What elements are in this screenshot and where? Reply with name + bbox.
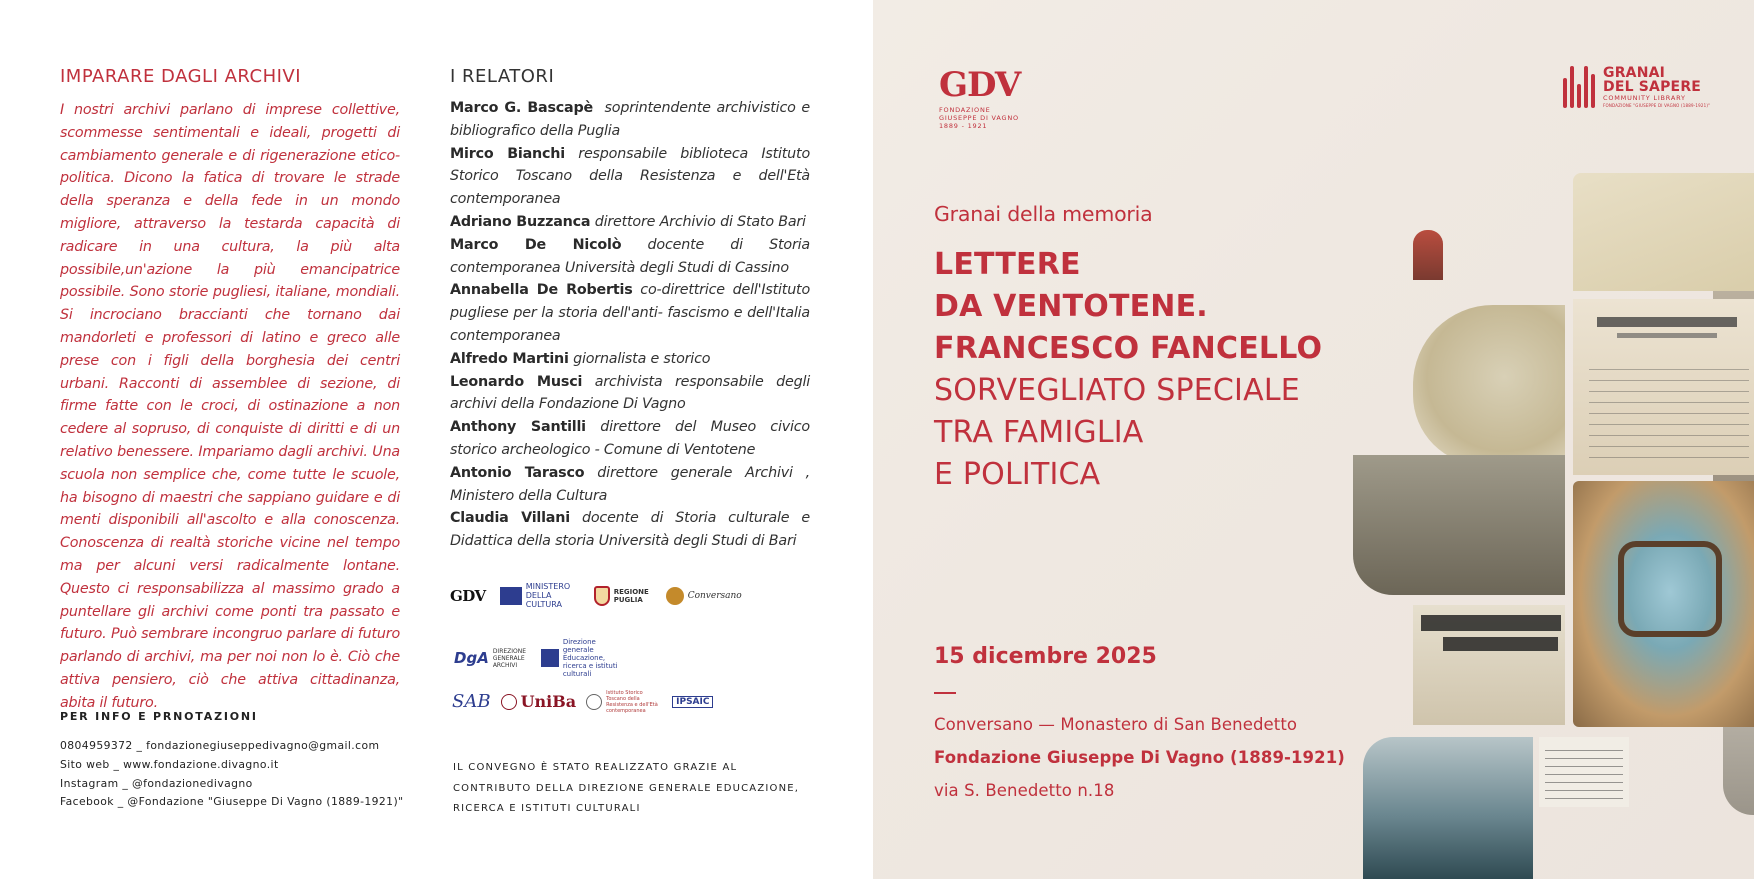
speaker-role: archivista responsabile degli archivi della Fondazione Di Vagno bbox=[450, 373, 810, 413]
event-place: Conversano — Monastero di San Benedetto bbox=[934, 715, 1298, 734]
info-instagram: Instagram _ @fondazionedivagno bbox=[60, 776, 253, 790]
speaker-name: Annabella De Robertis bbox=[450, 282, 633, 299]
speaker-item bbox=[450, 143, 810, 211]
speaker-role: co-direttrice dell'Istituto pugliese per la storia dell'anti- fascismo e dell'Italia contemporanea bbox=[450, 282, 811, 344]
granai-line: GRANAI bbox=[1603, 65, 1666, 81]
granai-logo-text bbox=[1603, 66, 1710, 109]
istituto-toscano-logo bbox=[586, 690, 662, 714]
collage-tower-image bbox=[1413, 230, 1443, 280]
title-line: FRANCESCO FANCELLO bbox=[934, 331, 1323, 366]
dga-logo bbox=[454, 648, 527, 669]
speaker-role: responsabile biblioteca Istituto Storico Toscano della Resistenza e dell'Età contemporanea bbox=[450, 145, 810, 208]
gdv-logo-mark: GDV bbox=[450, 586, 486, 605]
logos-row-2 bbox=[454, 638, 623, 678]
gdv-logo-mark: GDV bbox=[939, 65, 1021, 105]
ministero-cultura-logo bbox=[500, 582, 580, 609]
granai-logo bbox=[1563, 66, 1710, 109]
sab-logo bbox=[452, 691, 491, 712]
speaker-item bbox=[450, 462, 810, 508]
speaker-role: giornalista e storico bbox=[573, 350, 711, 367]
granai-line: FONDAZIONE "GIUSEPPE DI VAGNO (1889-1921)" bbox=[1603, 103, 1711, 108]
regione-puglia-logo bbox=[594, 586, 652, 606]
gdv-sub-line: GIUSEPPE DI VAGNO bbox=[939, 114, 1019, 122]
uniba-seal-icon bbox=[501, 694, 517, 710]
istituto-seal-icon bbox=[586, 694, 602, 710]
right-panel bbox=[873, 0, 1754, 879]
istituto-logo-text: Istituto Storico Toscano della Resistenza e dell'Età contemporanea bbox=[606, 690, 658, 714]
speaker-item bbox=[450, 371, 810, 417]
speaker-item bbox=[450, 97, 810, 143]
speaker-name: Marco De Nicolò bbox=[450, 236, 622, 253]
divider bbox=[934, 692, 956, 694]
intro-title: IMPARARE DAGLI ARCHIVI bbox=[60, 66, 302, 87]
speaker-name: Claudia Villani bbox=[450, 510, 570, 527]
collage-letter-image bbox=[1539, 737, 1629, 807]
collage-postcard-image bbox=[1573, 173, 1754, 291]
left-panel bbox=[0, 0, 873, 879]
speaker-role: soprintendente archivistico e bibliografico della Puglia bbox=[450, 100, 810, 139]
intro-column bbox=[60, 66, 400, 715]
intro-text: I nostri archivi parlano di imprese collettive, scommesse sentimentali e ideali, progetti di cambiamento generale e di rigenerazione etico-politica. Dicono la fatica di trovare le strade della speranza e della fede in un mondo migliore, attraverso la testarda capacità di radicare in una cultura, la più alta possibile,un'azione la più emancipatrice possibile. Sono storie pugliesi, italiane, mondiali. Si incrociano braccianti che tornano dai mandorleti e professori di latino e greco alle prese con i figli della borghesia dei centri urbani. Racconti di assemblee di sezione, di firme fatte con le croci, di ostinazione a non cedere al sopruso, di conquiste di diritti e di un relativo benessere. Impariamo dagli archivi. Una scuola non semplice che, come tutte le scuole, ha bisogno di maestri che sappiano guidare e di menti disponibili all'ascolto e alla conoscenza. Conoscenza di realtà storiche vicine nel tempo ma per alcuni versi radicalmente lontane. Questo ci responsabilizza al massimo grado a puntellare gli archivi come ponti tra passato e futuro. Può sembrare incongruo parlare di futuro parlando di archivi, ma per noi non lo è. Ciò che attiva pensiero, ciò che attiva cittadinanza, abita il futuro. bbox=[60, 102, 400, 711]
conversano-logo bbox=[666, 587, 742, 605]
info-facebook: Facebook _ @Fondazione "Giuseppe Di Vagno (1889-1921)" bbox=[60, 795, 404, 809]
regione-logo-text: REGIONE PUGLIA bbox=[613, 587, 649, 604]
educazione-logo-text: Direzione generale Educazione, ricerca e istituti culturali bbox=[562, 638, 618, 678]
event-date: 15 dicembre 2025 bbox=[934, 644, 1157, 669]
speaker-item bbox=[450, 279, 810, 347]
uniba-logo bbox=[501, 694, 577, 710]
dga-logo-text: DIREZIONE GENERALE ARCHIVI bbox=[492, 647, 527, 669]
conversano-crest-icon bbox=[666, 587, 684, 605]
ministero-emblem-icon bbox=[500, 587, 522, 605]
ipsaic-logo-mark: IPSAIC bbox=[672, 696, 713, 708]
collage-group-photo bbox=[1353, 455, 1565, 595]
regione-crest-icon bbox=[594, 586, 610, 606]
event-venue: Fondazione Giuseppe Di Vagno (1889-1921) bbox=[934, 748, 1345, 767]
info-title: PER INFO E PRNOTAZIONI bbox=[60, 710, 258, 723]
subtitle-line: SORVEGLIATO SPECIALE bbox=[934, 373, 1300, 408]
sab-logo-mark: SAB bbox=[452, 691, 491, 712]
speakers-title: I RELATORI bbox=[450, 66, 555, 87]
granai-bars-icon bbox=[1563, 66, 1595, 108]
funding-note: IL CONVEGNO È STATO REALIZZATO GRAZIE AL CONTRIBUTO DELLA DIREZIONE GENERALE EDUCAZIONE, RICERCA E ISTITUTI CULTURALI bbox=[453, 762, 800, 814]
info-phone-email: 0804959372 _ fondazionegiuseppedivagno@gmail.com bbox=[60, 739, 380, 752]
speaker-role: direttore Archivio di Stato Bari bbox=[594, 213, 806, 230]
conversano-logo-text: Conversano bbox=[687, 590, 742, 601]
granai-line: COMMUNITY LIBRARY bbox=[1603, 94, 1686, 102]
collage-face-image bbox=[1413, 305, 1565, 465]
gdv-sub-line: FONDAZIONE bbox=[939, 106, 991, 114]
gdv-logo-subtitle bbox=[939, 106, 1020, 130]
speaker-item bbox=[450, 507, 810, 553]
info-lines bbox=[60, 737, 420, 812]
title-line: LETTERE bbox=[934, 247, 1081, 282]
speaker-item bbox=[450, 211, 810, 234]
speakers-list bbox=[450, 97, 810, 553]
ministero-logo-text: MINISTERO DELLA CULTURA bbox=[525, 582, 571, 609]
uniba-logo-text: UniBa bbox=[520, 692, 577, 711]
speaker-name: Mirco Bianchi bbox=[450, 145, 565, 162]
speaker-role: direttore generale Archivi , Ministero della Cultura bbox=[450, 464, 810, 504]
speakers-column bbox=[450, 66, 810, 553]
granai-line: DEL SAPERE bbox=[1603, 79, 1702, 95]
educazione-emblem-icon bbox=[541, 649, 559, 667]
dg-educazione-logo bbox=[541, 638, 623, 678]
collage-document-image bbox=[1573, 299, 1754, 475]
speaker-name: Adriano Buzzanca bbox=[450, 213, 591, 230]
speaker-role: docente di Storia contemporanea Università degli Studi di Cassino bbox=[450, 236, 810, 276]
speaker-name: Antonio Tarasco bbox=[450, 464, 585, 481]
gdv-sub-line: 1889 - 1921 bbox=[939, 122, 988, 130]
ipsaic-logo bbox=[672, 696, 713, 708]
speaker-role: docente di Storia culturale e Didattica della storia Università degli Studi di Bari bbox=[450, 510, 810, 550]
series-kicker: Granai della memoria bbox=[934, 202, 1153, 226]
speaker-name: Anthony Santilli bbox=[450, 419, 586, 436]
speaker-item bbox=[450, 234, 810, 280]
logos-row-3 bbox=[452, 690, 713, 714]
speaker-name: Leonardo Musci bbox=[450, 373, 583, 390]
info-block bbox=[60, 710, 420, 812]
logos-row-1 bbox=[450, 582, 742, 609]
collage-newspaper-image bbox=[1413, 605, 1565, 725]
speaker-item bbox=[450, 348, 810, 371]
speaker-name: Alfredo Martini bbox=[450, 350, 569, 367]
collage-coast-image bbox=[1363, 737, 1533, 879]
event-title bbox=[934, 244, 1364, 496]
speaker-name: Marco G. Bascapè bbox=[450, 100, 594, 116]
speaker-role: direttore del Museo civico storico archeologico - Comune di Ventotene bbox=[450, 419, 810, 458]
info-website: Sito web _ www.fondazione.divagno.it bbox=[60, 757, 279, 771]
subtitle-line: E POLITICA bbox=[934, 457, 1101, 492]
dga-logo-mark: DgA bbox=[454, 649, 489, 667]
speaker-item bbox=[450, 416, 810, 462]
event-address: via S. Benedetto n.18 bbox=[934, 781, 1115, 800]
title-line: DA VENTOTENE. bbox=[934, 289, 1208, 324]
collage-fresco-image bbox=[1573, 481, 1754, 727]
photo-collage bbox=[1343, 165, 1754, 879]
subtitle-line: TRA FAMIGLIA bbox=[934, 415, 1144, 450]
gdv-logo bbox=[939, 65, 1021, 130]
gdv-partner-logo bbox=[450, 586, 486, 605]
